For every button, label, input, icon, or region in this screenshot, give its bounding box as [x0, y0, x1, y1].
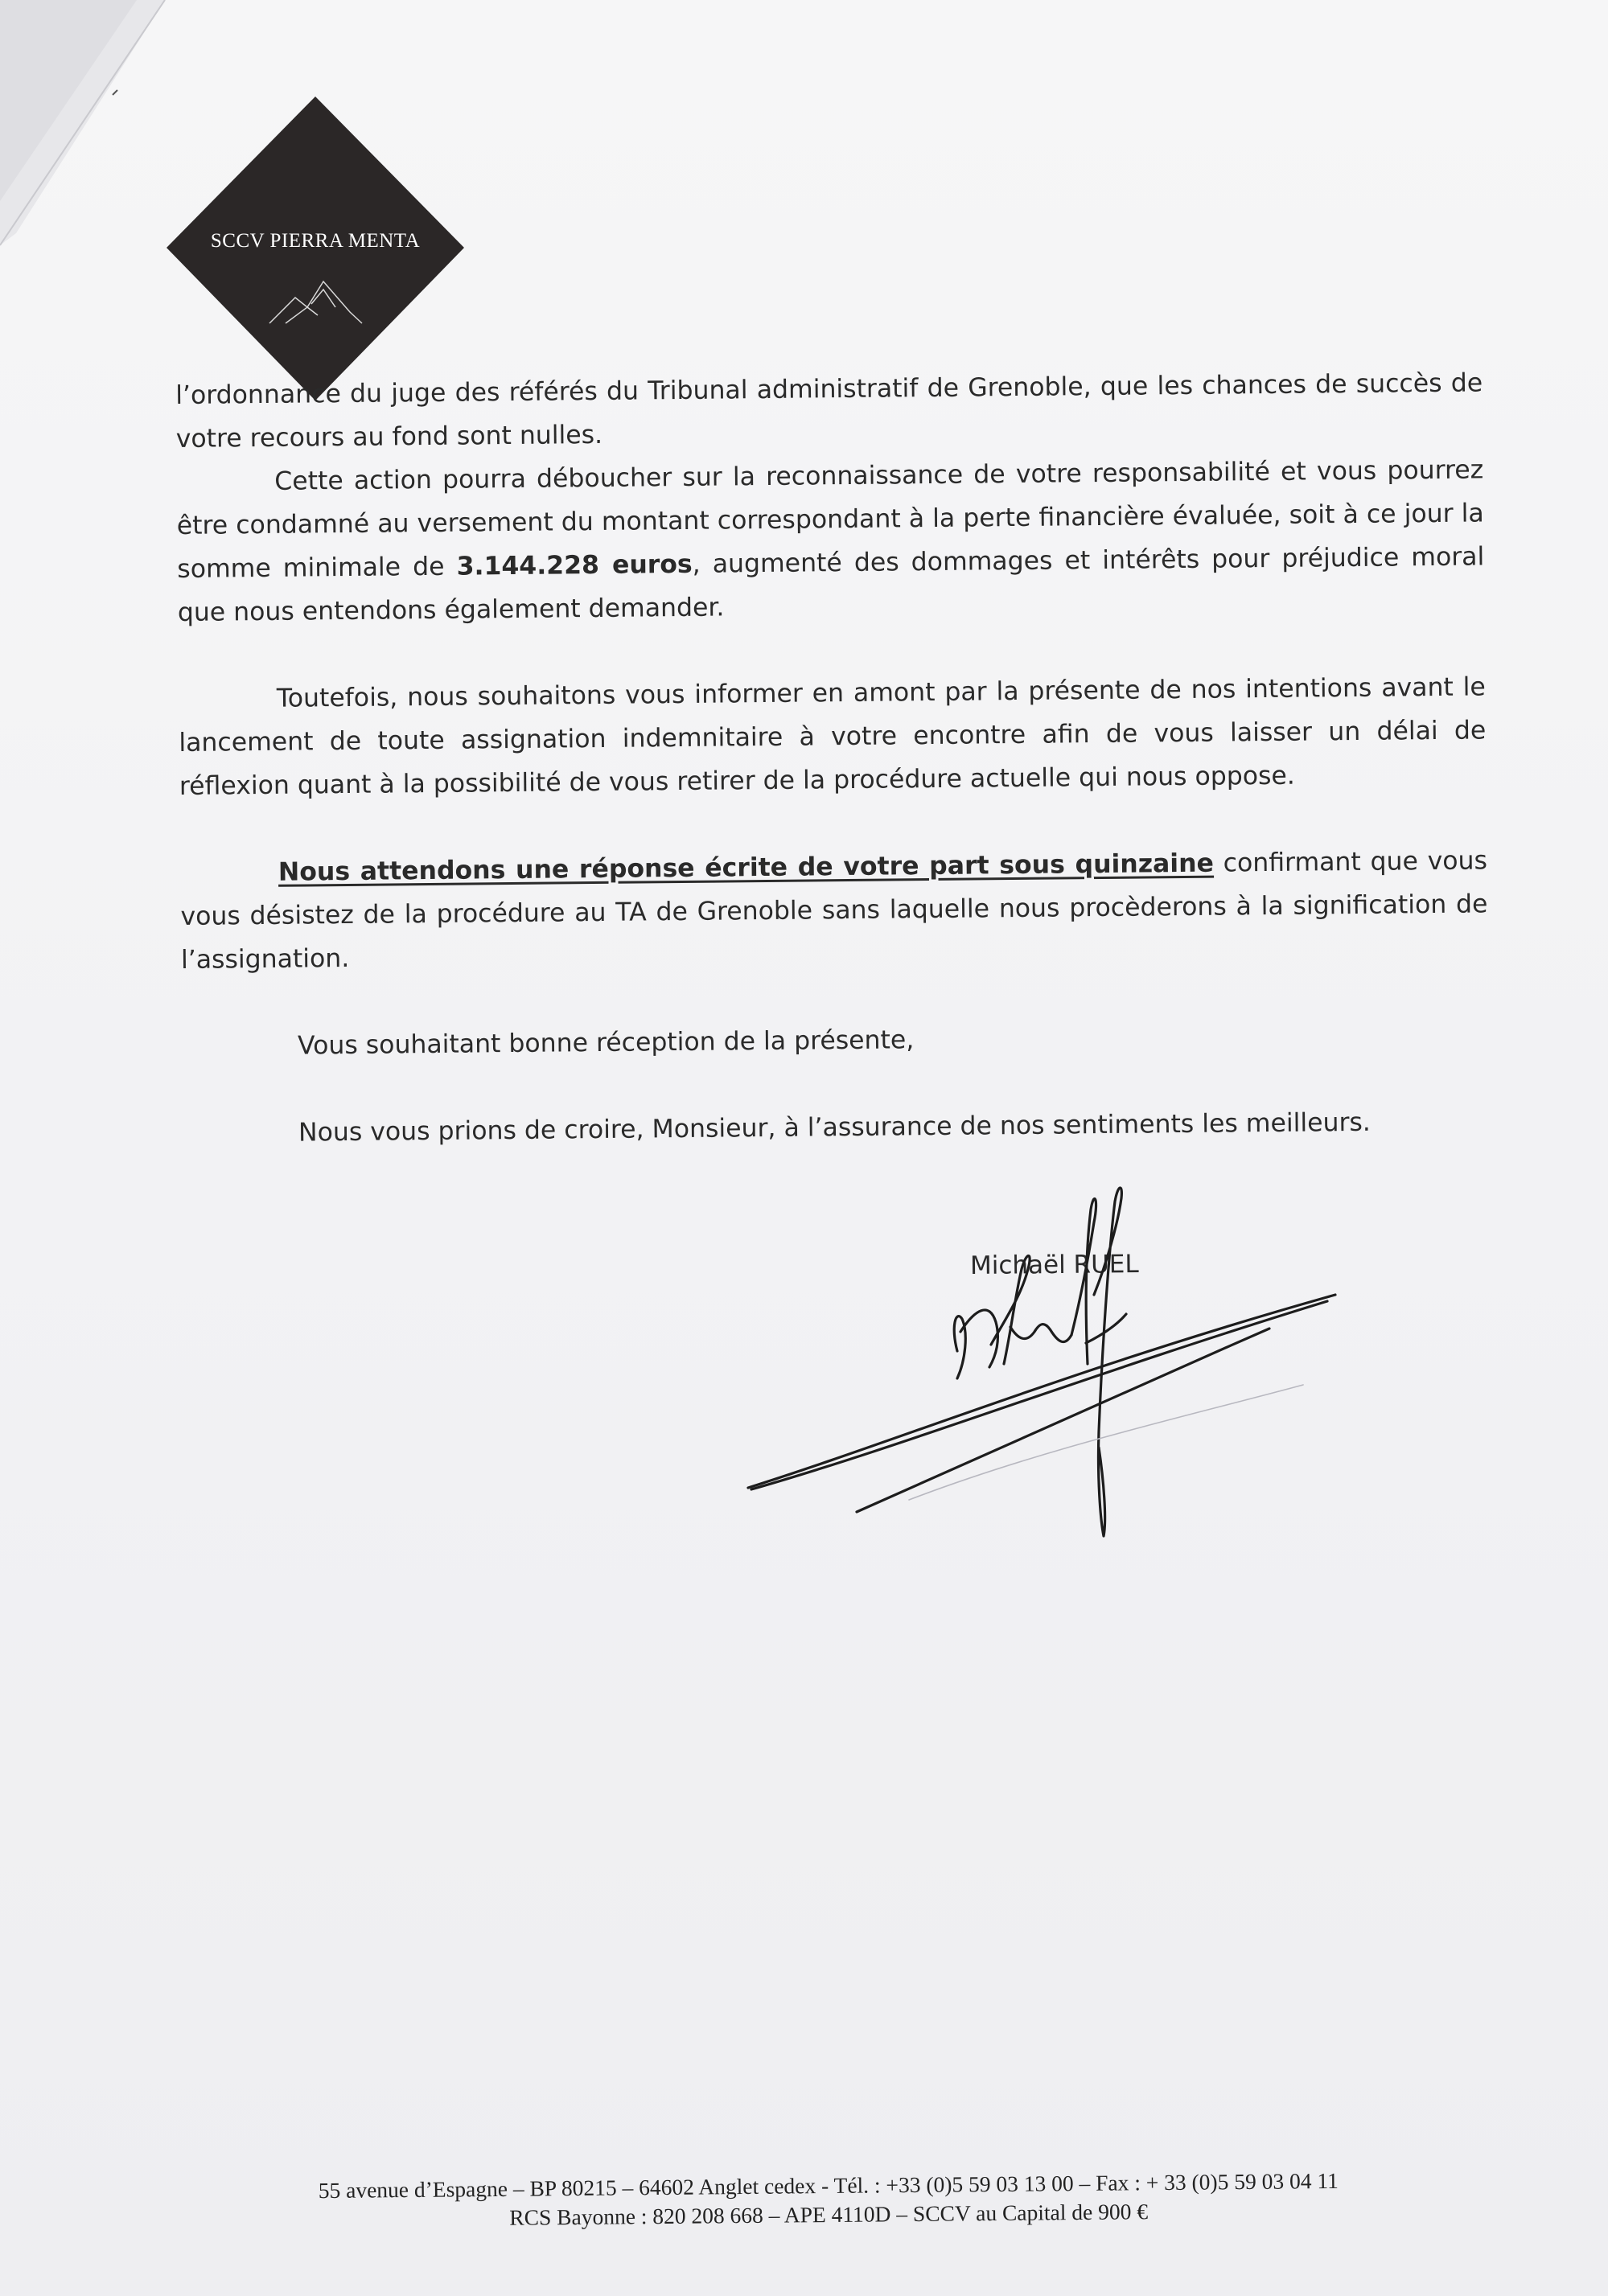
claimed-amount: 3.144.228 euros	[456, 549, 693, 581]
response-deadline-emphasis: Nous attendons une réponse écrite de votre part sous quinzaine	[278, 848, 1215, 887]
paragraph-action-text-end: , augmenté des dommages et intérêts pour préjudice moral que nous entendons également demander.	[177, 542, 1485, 627]
company-logo	[167, 97, 464, 402]
paragraph-ordonnance: l’ordonnance du juge des référés du Tribunal administratif de Grenoble, que les chances de succès de votre recours au fond sont nulles.	[175, 368, 1483, 454]
footer-registration: RCS Bayonne : 820 208 668 – APE 4110D – SCCV au Capital de 900 €	[509, 2199, 1149, 2230]
footer	[201, 2166, 1457, 2236]
paragraph-demand	[180, 839, 1488, 982]
footer-address: 55 avenue d’Espagne – BP 80215 – 64602 Anglet cedex - Tél. : +33 (0)5 59 03 13 00 – Fax : + 33 (0)5 59 03 04 11	[318, 2167, 1339, 2204]
handwritten-signature	[740, 1174, 1351, 1560]
folded-page-corner	[0, 0, 185, 257]
paragraph-toutefois: Toutefois, nous souhaitons vous informer en amont par la présente de nos intentions avant le lancement de toute assignation indemnitaire à votre encontre afin de vous laisser un délai de réflexion quant à la possibilité de vous retirer de la procédure actuelle qui nous oppose.	[179, 672, 1487, 801]
closing-formula: Nous vous prions de croire, Monsieur, à l’assurance de nos sentiments les meilleurs.	[298, 1107, 1372, 1148]
closing-greeting: Vous souhaitant bonne réception de la présente,	[297, 1025, 915, 1061]
signatory-name: Michaël RUEL	[969, 1249, 1139, 1281]
paragraph-action	[176, 448, 1485, 635]
company-name: SCCV PIERRA MENTA	[210, 230, 421, 252]
paragraph-action-text: Cette action pourra déboucher sur la reconnaissance de votre responsabilité et vous pourrez être condamné au versement du montant correspondant à la perte financière évaluée, soit à ce jour la somme minimale de	[176, 455, 1484, 584]
letter-body	[175, 361, 1490, 1156]
paragraph-demand-text: confirmant que vous vous désistez de la procédure au TA de Grenoble sans laquelle nous procèderons à la signification de l’assignation.	[180, 846, 1488, 975]
